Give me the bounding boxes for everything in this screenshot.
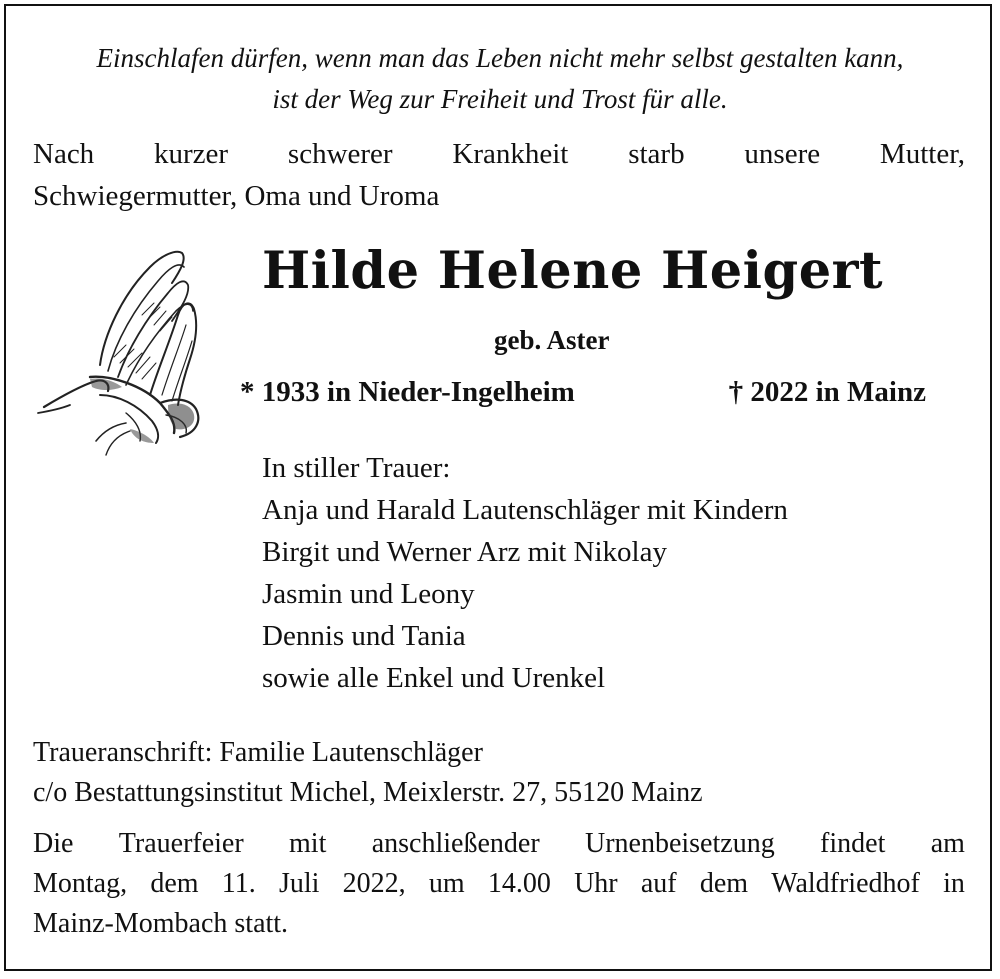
intro-word: Mutter, (879, 138, 965, 170)
intro-word: starb (628, 138, 685, 170)
ceremony-word: Trauerfeier (118, 828, 244, 859)
mourners-list (262, 447, 788, 699)
intro-line-1 (33, 133, 965, 175)
mourning-address (33, 733, 703, 813)
intro-word: Krankheit (452, 138, 569, 170)
ceremony-word: 11. (221, 868, 256, 899)
ceremony-word: mit (289, 828, 327, 859)
ceremony-word: am (930, 828, 965, 859)
ceremony-word: findet (820, 828, 886, 859)
motto (20, 38, 980, 120)
deceased-name: Hilde Helene Heigert (262, 241, 884, 301)
intro-text (33, 133, 965, 217)
ceremony-word: in (943, 868, 965, 899)
ceremony-word: Uhr (574, 868, 618, 899)
mourner-entry: Birgit und Werner Arz mit Nikolay (262, 536, 667, 568)
birth-date: * 1933 in Nieder-Ingelheim (240, 376, 575, 408)
motto-line-2: ist der Weg zur Freiheit und Trost für alle. (272, 84, 728, 114)
ceremony-line-2 (33, 864, 965, 904)
address-line-2: c/o Bestattungsinstitut Michel, Meixlerstr. 27, 55120 Mainz (33, 777, 703, 808)
mourner-entry: Jasmin und Leony (262, 578, 475, 610)
intro-line-2: Schwiegermutter, Oma und Uroma (33, 180, 440, 212)
ceremony-word: 14.00 (487, 868, 551, 899)
mourners-heading: In stiller Trauer: (262, 452, 451, 484)
mourner-entry: Anja und Harald Lautenschläger mit Kindern (262, 494, 788, 526)
life-dates (240, 374, 926, 410)
ceremony-word: Juli (278, 868, 320, 899)
ceremony-word: auf (640, 868, 677, 899)
ceremony-line-1 (33, 824, 965, 864)
ceremony-word: Die (33, 828, 74, 859)
address-line-1: Traueranschrift: Familie Lautenschläger (33, 737, 483, 768)
ceremony-line-3: Mainz-Mombach statt. (33, 908, 289, 939)
mourner-entry: sowie alle Enkel und Urenkel (262, 662, 606, 694)
ceremony-word: Urnenbeisetzung (584, 828, 775, 859)
mourner-entry: Dennis und Tania (262, 620, 466, 652)
ceremony-word: dem (699, 868, 749, 899)
ceremony-word: um (428, 868, 465, 899)
motto-line-1: Einschlafen dürfen, wenn man das Leben nicht mehr selbst gestalten kann, (96, 43, 904, 73)
birth-name: geb. Aster (494, 325, 610, 355)
praying-hands-icon (30, 245, 205, 460)
intro-word: Nach (33, 138, 95, 170)
intro-word: schwerer (287, 138, 393, 170)
ceremony-word: dem (150, 868, 199, 899)
ceremony-word: Montag, (33, 868, 128, 899)
ceremony-word: anschließender (371, 828, 540, 859)
death-date: † 2022 in Mainz (728, 376, 926, 408)
ceremony-info (33, 824, 965, 944)
ceremony-word: Waldfriedhof (771, 868, 920, 899)
intro-word: kurzer (154, 138, 229, 170)
ceremony-word: 2022, (342, 868, 406, 899)
intro-word: unsere (744, 138, 821, 170)
